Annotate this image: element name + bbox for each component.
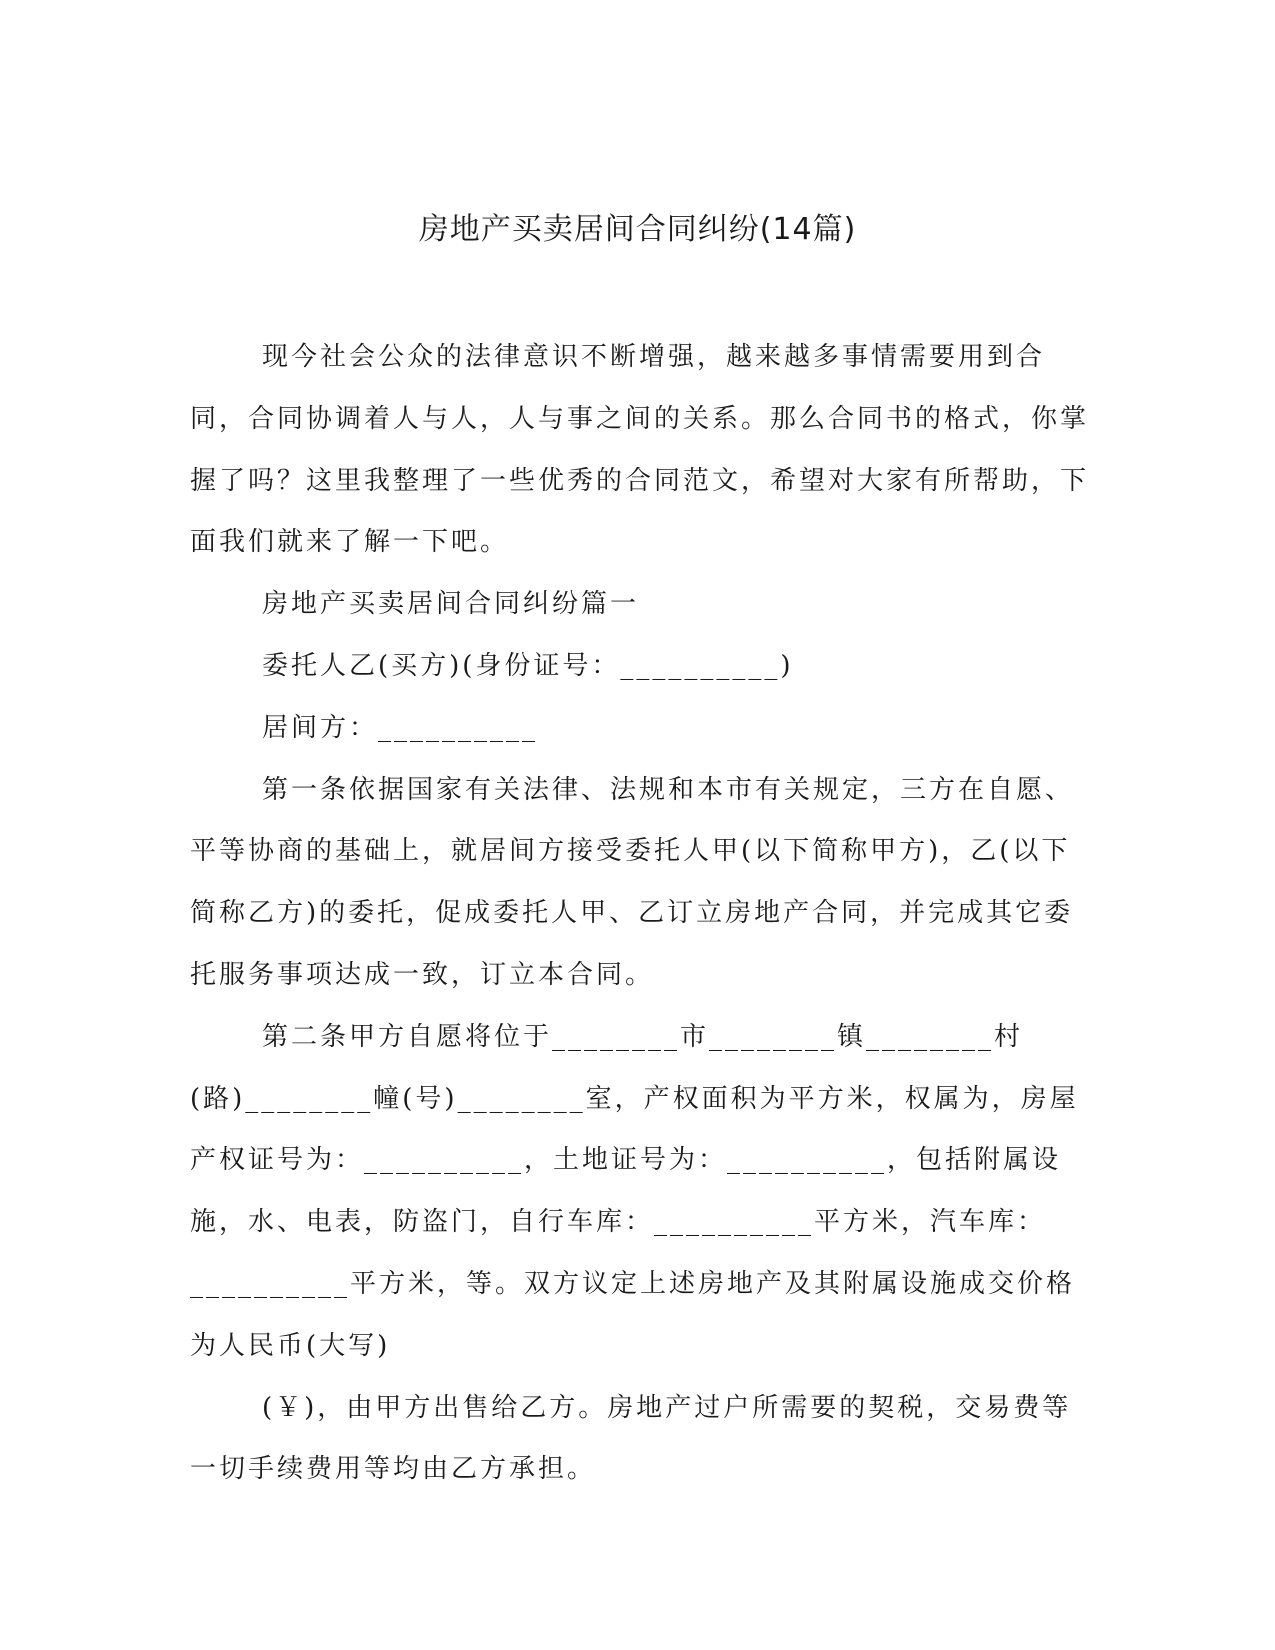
document-title: 房地产买卖居间合同纠纷(14篇) [418, 212, 857, 247]
party-b-line: 委托人乙(买方)(身份证号：__________) [262, 650, 794, 681]
document-body [190, 327, 1090, 1501]
section-heading: 房地产买卖居间合同纠纷篇一 [262, 589, 640, 620]
intro-paragraph: 现今社会公众的法律意识不断增强，越来越多事情需要用到合同，合同协调着人与人，人与事之间的关系。那么合同书的格式，你掌握了吗？这里我整理了一些优秀的合同范文，希望对大家有所帮助，下面我们就来了解一下吧。 [190, 342, 1090, 558]
intermediary-line: 居间方：__________ [262, 712, 539, 743]
price-paragraph: (￥)，由甲方出售给乙方。房地产过户所需要的契税，交易费等一切手续费用等均由乙方承担。 [190, 1392, 1072, 1485]
article-two-paragraph: 第二条甲方自愿将位于________市________镇________村(路)________幢(号)________室，产权面积为平方米，权属为，房屋产权证号为：__________，土地证号为：__________，包括附属设施，水、电表，防盗门，自行车库：__________平方米，汽车库：__________平方米，等。双方议定上述房地产及其附属设施成交价格为人民币(大写) [190, 1021, 1079, 1361]
article-one-paragraph: 第一条依据国家有关法律、法规和本市有关规定，三方在自愿、平等协商的基础上，就居间方接受委托人甲(以下简称甲方)，乙(以下简称乙方)的委托，促成委托人甲、乙订立房地产合同，并完成其它委托服务事项达成一致，订立本合同。 [190, 774, 1075, 990]
